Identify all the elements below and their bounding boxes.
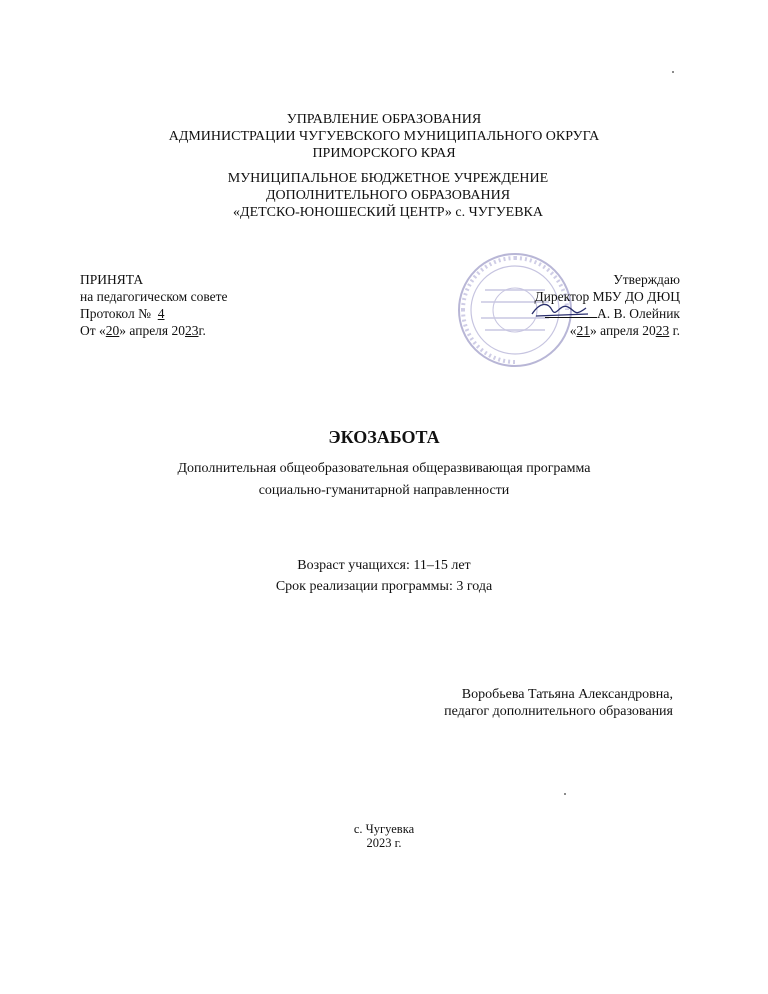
- protocol-number: 4: [157, 306, 165, 321]
- date-suffix: г.: [669, 323, 680, 338]
- header-line: УПРАВЛЕНИЕ ОБРАЗОВАНИЯ: [286, 112, 482, 127]
- approved-director: Директор МБУ ДО ДЮЦ: [534, 289, 680, 304]
- accepted-block: [80, 271, 228, 339]
- author-role: педагог дополнительного образования: [444, 704, 673, 719]
- approved-heading: Утверждаю: [613, 272, 680, 287]
- date-middle: » апреля 20: [590, 323, 656, 338]
- date-day: 20: [105, 323, 120, 338]
- student-age: Возраст учащихся: 11–15 лет: [297, 558, 471, 573]
- scan-speck: [672, 71, 674, 73]
- date-prefix: От «: [80, 323, 106, 338]
- footer-block: [0, 822, 768, 850]
- date-year: 23: [185, 323, 199, 338]
- date-day: 21: [576, 323, 590, 338]
- protocol-line: [80, 305, 228, 322]
- approved-date: [534, 322, 680, 339]
- institution-header: [4, 170, 768, 221]
- institution-line: МУНИЦИПАЛЬНОЕ БЮДЖЕТНОЕ УЧРЕЖДЕНИЕ: [227, 171, 549, 186]
- approved-signer: А. В. Олейник: [597, 306, 680, 321]
- subtitle-line: социально-гуманитарной направленности: [258, 483, 510, 498]
- header-line: АДМИНИСТРАЦИИ ЧУГУЕВСКОГО МУНИЦИПАЛЬНОГО ОКРУГА: [168, 129, 600, 144]
- program-details: [0, 555, 768, 597]
- institution-line: ДОПОЛНИТЕЛЬНОГО ОБРАЗОВАНИЯ: [265, 188, 511, 203]
- program-title: ЭКОЗАБОТА: [328, 427, 440, 447]
- authority-header: [0, 111, 768, 162]
- program-duration: Срок реализации программы: 3 года: [275, 579, 493, 594]
- program-subtitle: [0, 458, 768, 502]
- header-line: ПРИМОРСКОГО КРАЯ: [312, 146, 456, 161]
- date-year: 23: [655, 323, 670, 338]
- author-block: [444, 686, 673, 720]
- protocol-prefix: Протокол №: [80, 306, 158, 321]
- date-suffix: г.: [198, 323, 206, 338]
- signature-line: [534, 305, 680, 322]
- accepted-council: на педагогическом совете: [80, 289, 228, 304]
- approved-block: [534, 271, 680, 339]
- author-name: Воробьева Татьяна Александровна,: [461, 687, 673, 702]
- subtitle-line: Дополнительная общеобразовательная общеразвивающая программа: [177, 461, 591, 476]
- date-middle: » апреля 20: [119, 323, 186, 338]
- institution-line: «ДЕТСКО-ЮНОШЕСКИЙ ЦЕНТР» с. ЧУГУЕВКА: [233, 205, 543, 220]
- footer-place: с. Чугуевка: [353, 822, 415, 836]
- signature-icon: [530, 299, 590, 321]
- footer-year: 2023 г.: [366, 836, 402, 850]
- accepted-date: [80, 322, 228, 339]
- accepted-heading: ПРИНЯТА: [80, 272, 144, 287]
- date-prefix: «: [569, 323, 577, 338]
- scan-speck: [564, 793, 566, 795]
